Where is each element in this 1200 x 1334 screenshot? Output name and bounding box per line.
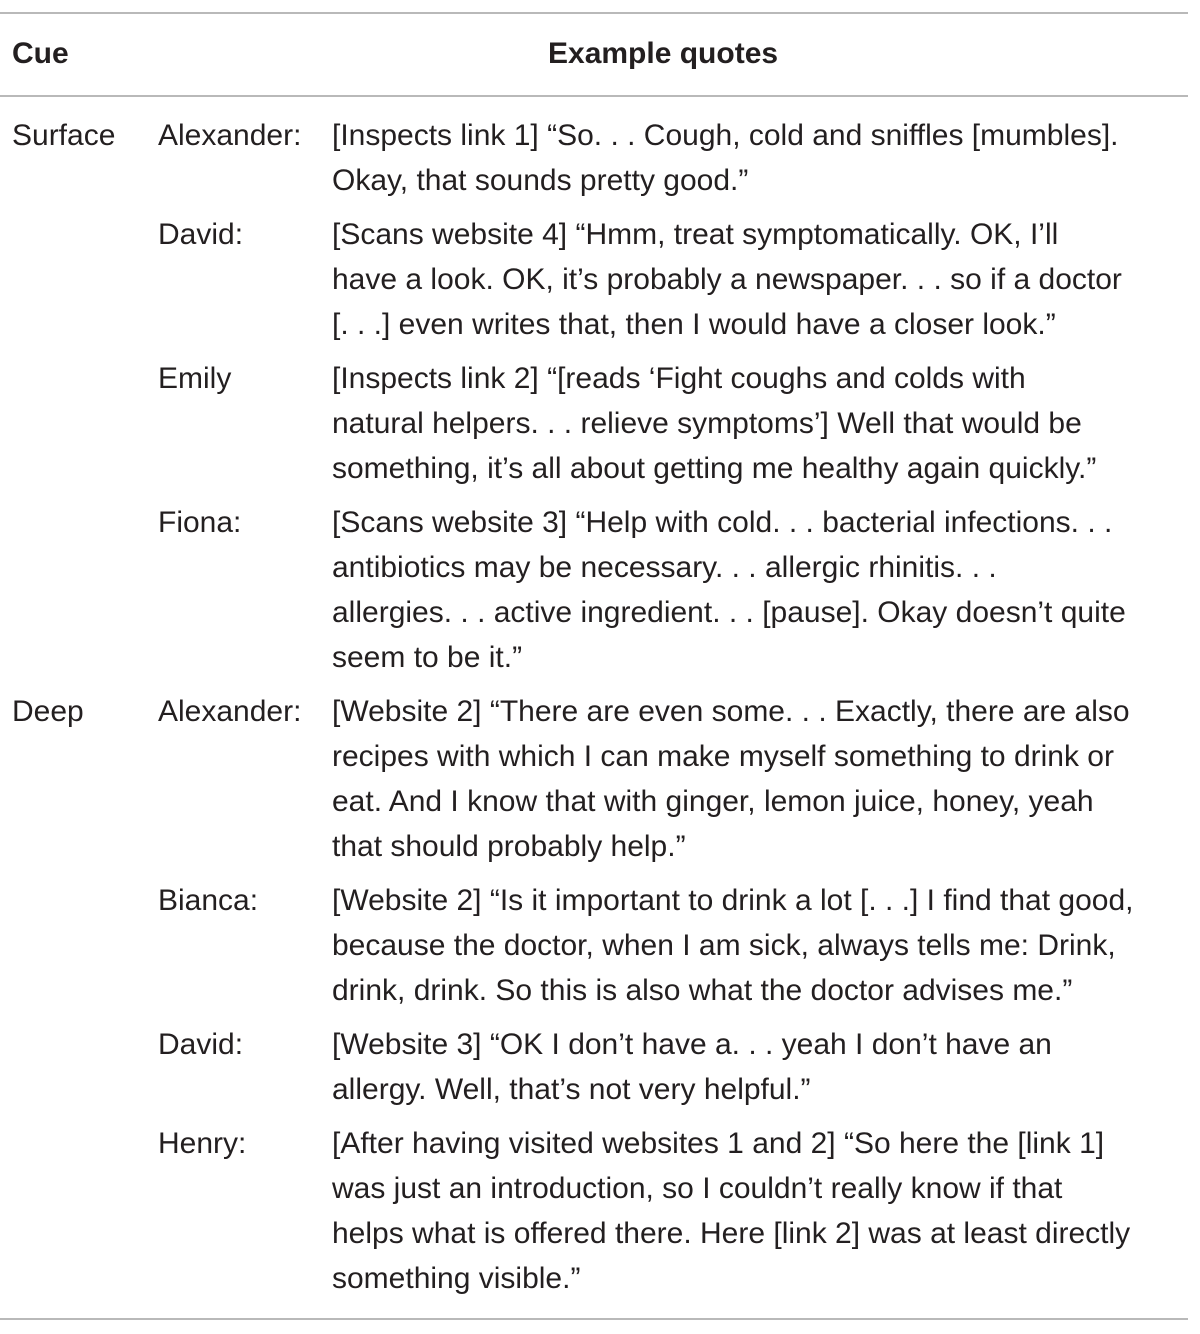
quote-line: [Website 2] “Is it important to drink a lot [. . .] I find that good, xyxy=(332,884,1134,917)
participant-name: Fiona: xyxy=(158,506,242,539)
participant-name: Bianca: xyxy=(158,884,259,917)
quote-line: natural helpers. . . relieve symptoms’] Well that would be xyxy=(332,407,1082,440)
header-rule xyxy=(0,95,1188,97)
quote-line: allergy. Well, that’s not very helpful.” xyxy=(332,1073,811,1106)
quote-line: antibiotics may be necessary. . . allergic rhinitis. . . xyxy=(332,551,997,584)
bottom-rule xyxy=(0,1318,1188,1320)
quote-text xyxy=(332,1022,1052,1112)
quote-line: something, it’s all about getting me healthy again quickly.” xyxy=(332,452,1097,485)
quote-text xyxy=(332,500,1126,680)
top-rule xyxy=(0,12,1188,14)
quote-text xyxy=(332,878,1134,1013)
quote-line: [Scans website 3] “Help with cold. . . bacterial infections. . . xyxy=(332,506,1113,539)
quote-line: was just an introduction, so I couldn’t really know if that xyxy=(332,1172,1063,1205)
quote-line: recipes with which I can make myself something to drink or xyxy=(332,740,1114,773)
participant-name: David: xyxy=(158,218,244,251)
quote-text xyxy=(332,212,1122,347)
quote-line: drink, drink. So this is also what the doctor advises me.” xyxy=(332,974,1073,1007)
cue-label: Deep xyxy=(12,695,84,728)
quote-text xyxy=(332,356,1096,491)
quote-line: allergies. . . active ingredient. . . [pause]. Okay doesn’t quite xyxy=(332,596,1126,629)
quote-line: [Website 3] “OK I don’t have a. . . yeah I don’t have an xyxy=(332,1028,1052,1061)
participant-name: Alexander: xyxy=(158,695,302,728)
quote-line: [. . .] even writes that, then I would have a closer look.” xyxy=(332,308,1056,341)
quote-line: [Inspects link 2] “[reads ‘Fight coughs and colds with xyxy=(332,362,1026,395)
participant-name: Henry: xyxy=(158,1127,247,1160)
quote-text xyxy=(332,113,1119,203)
quote-line: [Inspects link 1] “So. . . Cough, cold and sniffles [mumbles]. xyxy=(332,119,1119,152)
quote-line: [Website 2] “There are even some. . . Exactly, there are also xyxy=(332,695,1130,728)
quote-line: have a look. OK, it’s probably a newspaper. . . so if a doctor xyxy=(332,263,1122,296)
quote-line: Okay, that sounds pretty good.” xyxy=(332,164,749,197)
cue-label: Surface xyxy=(12,119,116,152)
quote-line: eat. And I know that with ginger, lemon juice, honey, yeah xyxy=(332,785,1094,818)
participant-name: Emily xyxy=(158,362,232,395)
quote-text xyxy=(332,1121,1130,1301)
header-cue: Cue xyxy=(12,37,69,70)
quote-line: [Scans website 4] “Hmm, treat symptomatically. OK, I’ll xyxy=(332,218,1059,251)
header-example-quotes: Example quotes xyxy=(548,37,779,70)
participant-name: Alexander: xyxy=(158,119,302,152)
quote-line: [After having visited websites 1 and 2] “So here the [link 1] xyxy=(332,1127,1105,1160)
quote-line: because the doctor, when I am sick, always tells me: Drink, xyxy=(332,929,1116,962)
participant-name: David: xyxy=(158,1028,244,1061)
quote-line: helps what is offered there. Here [link 2] was at least directly xyxy=(332,1217,1131,1250)
quote-line: something visible.” xyxy=(332,1262,581,1295)
quote-line: seem to be it.” xyxy=(332,641,523,674)
quote-line: that should probably help.” xyxy=(332,830,686,863)
quote-text xyxy=(332,689,1130,869)
